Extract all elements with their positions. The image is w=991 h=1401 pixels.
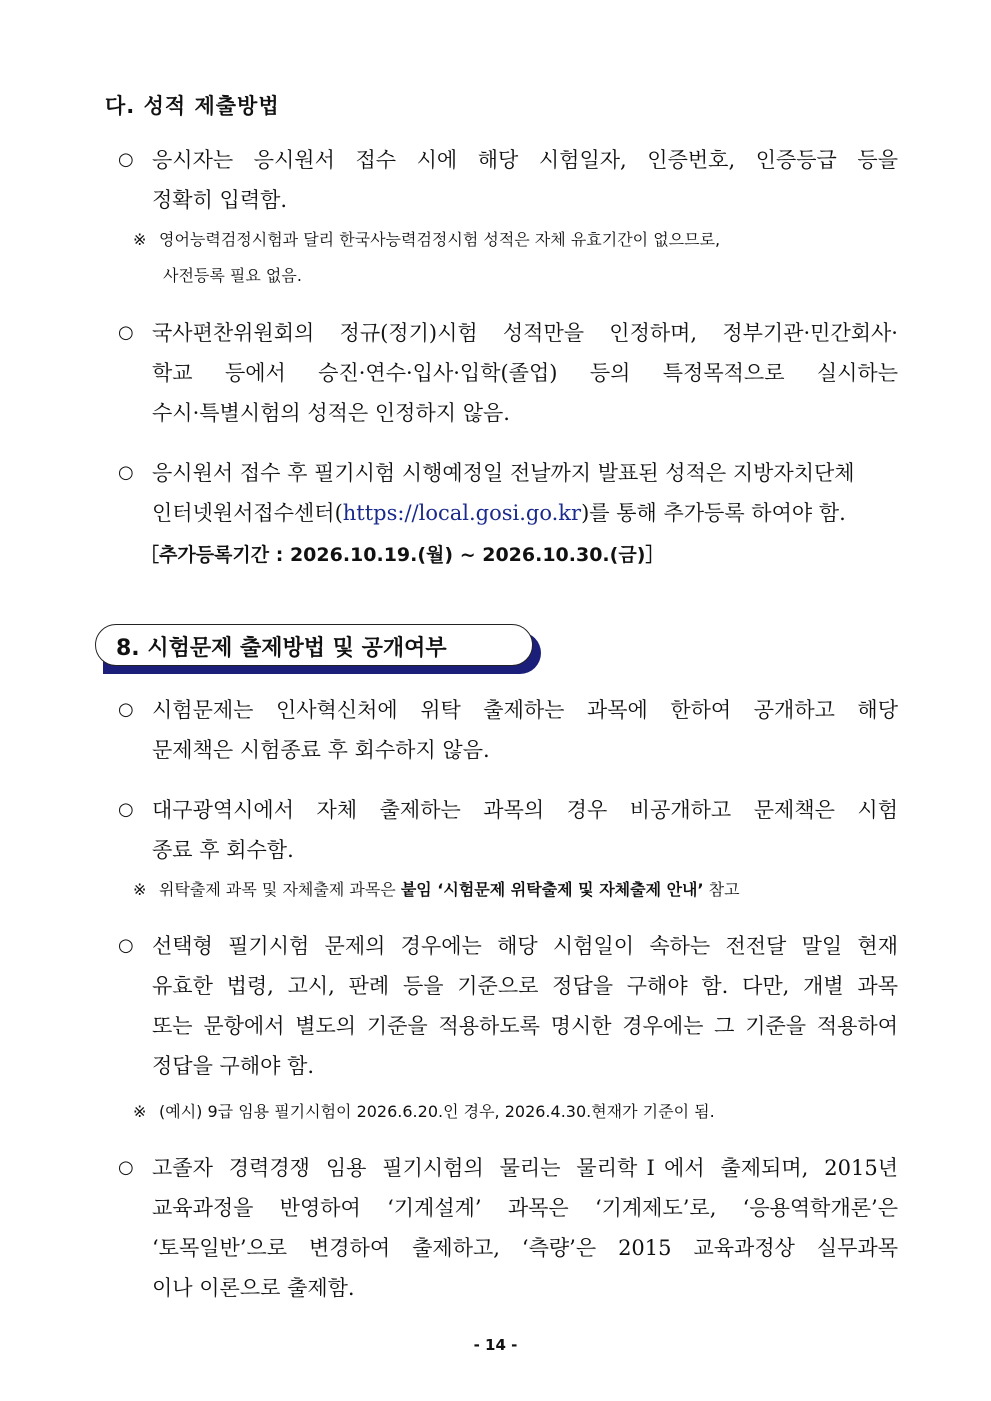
note-text: 위탁출제 과목 및 자체출제 과목은	[159, 880, 401, 899]
subsection-heading: 다. 성적 제출방법	[105, 94, 280, 118]
item-line: 교육과정을 반영하여 ‘기계설계’ 과목은 ‘기계제도’로, ‘응용역학개론’은	[152, 1196, 898, 1220]
list-item	[118, 453, 898, 533]
bullet-circle-icon: ○	[118, 1157, 134, 1178]
note	[133, 1094, 893, 1130]
note-text: 참고	[703, 880, 740, 899]
registration-period: ［추가등록기간 : 2026.10.19.(월) ~ 2026.10.30.(금)］	[140, 544, 665, 566]
item-line: 수시·특별시험의 성적은 인정하지 않음.	[152, 401, 510, 425]
note-mark: ※	[133, 1102, 147, 1121]
item-line: 국사편찬위원회의 정규(정기)시험 성적만을 인정하며, 정부기관·민간회사·	[152, 321, 898, 345]
item-line: ‘토목일반’으로 변경하여 출제하고, ‘측량’은 2015 교육과정상 실무과목	[152, 1236, 898, 1260]
bullet-circle-icon: ○	[118, 462, 134, 483]
item-line: 유효한 법령, 고시, 판례 등을 기준으로 정답을 구해야 함. 다만, 개별 과목	[152, 974, 898, 998]
item-line: 대구광역시에서 자체 출제하는 과목의 경우 비공개하고 문제책은 시험	[152, 798, 898, 822]
item-text: 인터넷원서접수센터(	[152, 501, 343, 525]
bullet-circle-icon: ○	[118, 322, 134, 343]
note	[133, 872, 893, 908]
item-line: 학교 등에서 승진·연수·입사·입학(졸업) 등의 특정목적으로 실시하는	[152, 361, 898, 385]
list-item	[118, 313, 898, 433]
website-link[interactable]: https://local.gosi.go.kr	[342, 501, 582, 525]
note-emphasis: 붙임 ‘시험문제 위탁출제 및 자체출제 안내’	[400, 880, 704, 899]
list-item	[118, 790, 898, 870]
note-mark: ※	[133, 880, 147, 899]
item-line: 정답을 구해야 함.	[152, 1054, 315, 1078]
item-line: 또는 문항에서 별도의 기준을 적용하도록 명시한 경우에는 그 기준을 적용하여	[152, 1014, 898, 1038]
bullet-circle-icon: ○	[118, 149, 134, 170]
note-text: 영어능력검정시험과 달리 한국사능력검정시험 성적은 자체 유효기간이 없으므로,	[159, 230, 721, 249]
section-heading-box	[95, 624, 533, 670]
list-item	[118, 690, 898, 770]
item-line: 문제책은 시험종료 후 회수하지 않음.	[152, 738, 490, 762]
heading-frame	[95, 624, 533, 666]
note-text: 사전등록 필요 없음.	[163, 266, 302, 285]
item-line: 응시자는 응시원서 접수 시에 해당 시험일자, 인증번호, 인증등급 등을	[152, 148, 898, 172]
section-title: 8. 시험문제 출제방법 및 공개여부	[116, 636, 447, 661]
item-line: 선택형 필기시험 문제의 경우에는 해당 시험일이 속하는 전전달 말일 현재	[152, 934, 898, 958]
item-text: )를 통해 추가등록 하여야 함.	[581, 501, 846, 525]
item-line: 고졸자 경력경쟁 임용 필기시험의 물리는 물리학Ⅰ에서 출제되며, 2015년	[152, 1156, 898, 1180]
note-mark: ※	[133, 230, 147, 249]
item-line	[118, 493, 898, 533]
item-line: 종료 후 회수함.	[152, 838, 294, 862]
list-item	[118, 926, 898, 1086]
list-item	[118, 140, 898, 220]
note	[133, 222, 893, 294]
page-number: - 14 -	[473, 1336, 518, 1354]
bullet-circle-icon: ○	[118, 799, 134, 820]
item-line: 이나 이론으로 출제함.	[152, 1276, 355, 1300]
bullet-circle-icon: ○	[118, 699, 134, 720]
list-item	[118, 1148, 898, 1308]
bullet-circle-icon: ○	[118, 935, 134, 956]
item-line: 시험문제는 인사혁신처에 위탁 출제하는 과목에 한하여 공개하고 해당	[152, 698, 898, 722]
note-text: (예시) 9급 임용 필기시험이 2026.6.20.인 경우, 2026.4.30.현재가 기준이 됨.	[159, 1102, 715, 1121]
item-line: 응시원서 접수 후 필기시험 시행예정일 전날까지 발표된 성적은 지방자치단체	[152, 461, 855, 485]
item-line: 정확히 입력함.	[152, 188, 288, 212]
